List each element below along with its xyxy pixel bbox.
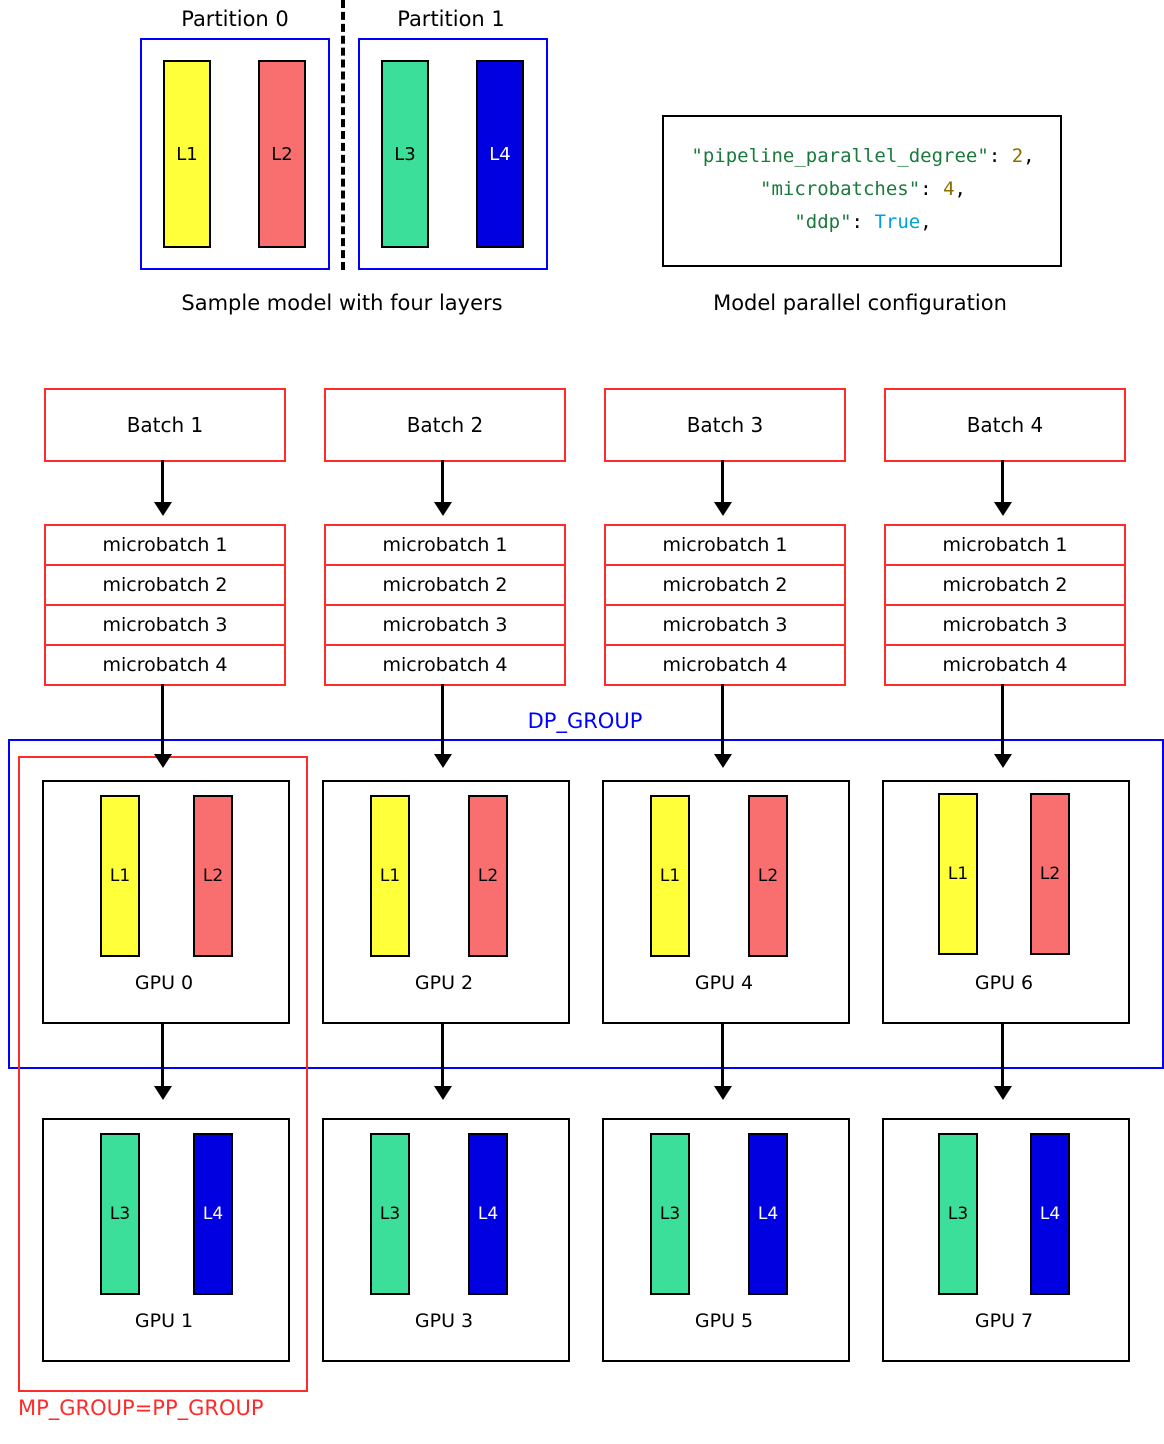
arrow-shaft	[161, 684, 164, 756]
microbatch-label: microbatch 3	[102, 614, 228, 636]
layer-label: L2	[757, 866, 779, 886]
arrow-head	[714, 502, 732, 516]
gpu-1-layer-L3	[100, 1133, 140, 1295]
gpu-1-label: GPU 1	[134, 1310, 194, 1332]
layer-label: L3	[947, 1204, 969, 1224]
partition-0-label: Partition 0	[181, 7, 289, 31]
microbatch-box	[604, 564, 846, 606]
batch-box	[604, 388, 846, 462]
microbatch-box	[44, 604, 286, 646]
microbatch-label: microbatch 4	[382, 654, 508, 676]
microbatch-label: microbatch 1	[382, 534, 508, 556]
layer-label: L3	[659, 1204, 681, 1224]
batch-box	[324, 388, 566, 462]
arrow-shaft	[441, 460, 444, 504]
microbatch-box	[324, 564, 566, 606]
gpu-4-layer-L1	[650, 795, 690, 957]
layer-label: L4	[489, 143, 511, 165]
gpu-5-label: GPU 5	[694, 1310, 754, 1332]
microbatch-box	[604, 644, 846, 686]
layer-label: L1	[947, 864, 969, 884]
microbatch-box	[884, 644, 1126, 686]
layer-label: L4	[757, 1204, 779, 1224]
gpu-6-layer-L2	[1030, 793, 1070, 955]
batch-label: Batch 2	[406, 413, 484, 437]
microbatch-box	[604, 604, 846, 646]
arrow-shaft	[721, 1022, 724, 1088]
gpu-3-layer-L4	[468, 1133, 508, 1295]
layer-label: L2	[271, 143, 293, 165]
partition-divider	[341, 0, 345, 270]
microbatch-box	[604, 524, 846, 566]
batch-box	[884, 388, 1126, 462]
arrow-shaft	[721, 460, 724, 504]
partition-1-label: Partition 1	[397, 7, 505, 31]
gpu-0-label: GPU 0	[134, 972, 194, 994]
gpu-0-layer-L1	[100, 795, 140, 957]
gpu-2-label: GPU 2	[414, 972, 474, 994]
arrow-head	[154, 754, 172, 768]
config-caption: Model parallel configuration	[713, 291, 1007, 315]
gpu-6-layer-L1	[938, 793, 978, 955]
microbatch-label: microbatch 1	[662, 534, 788, 556]
microbatch-label: microbatch 2	[662, 574, 788, 596]
microbatch-label: microbatch 4	[662, 654, 788, 676]
arrow-head	[994, 502, 1012, 516]
partition-0-layer-L2	[258, 60, 306, 248]
arrow-shaft	[1001, 460, 1004, 504]
layer-label: L4	[1039, 1204, 1061, 1224]
layer-label: L2	[477, 866, 499, 886]
arrow-head	[154, 1086, 172, 1100]
layer-label: L3	[379, 1204, 401, 1224]
model-caption: Sample model with four layers	[181, 291, 503, 315]
microbatch-label: microbatch 2	[942, 574, 1068, 596]
microbatch-label: microbatch 2	[382, 574, 508, 596]
layer-label: L1	[109, 866, 131, 886]
gpu-6-label: GPU 6	[974, 972, 1034, 994]
arrow-shaft	[161, 460, 164, 504]
config-value: True	[874, 211, 921, 233]
config-value: 4	[943, 178, 955, 200]
arrow-shaft	[441, 1022, 444, 1088]
gpu-1-layer-L4	[193, 1133, 233, 1295]
batch-label: Batch 4	[966, 413, 1044, 437]
config-key: "microbatches"	[760, 178, 921, 200]
gpu-7-label: GPU 7	[974, 1310, 1034, 1332]
arrow-head	[434, 754, 452, 768]
partition-1-layer-L4	[476, 60, 524, 248]
layer-label: L3	[109, 1204, 131, 1224]
gpu-4-layer-L2	[748, 795, 788, 957]
config-key: "pipeline_parallel_degree"	[691, 145, 989, 167]
microbatch-label: microbatch 1	[102, 534, 228, 556]
mp-group-label: MP_GROUP=PP_GROUP	[18, 1396, 264, 1420]
microbatch-box	[44, 644, 286, 686]
gpu-2-layer-L1	[370, 795, 410, 957]
microbatch-label: microbatch 3	[942, 614, 1068, 636]
microbatch-box	[884, 564, 1126, 606]
microbatch-box	[324, 644, 566, 686]
microbatch-label: microbatch 4	[942, 654, 1068, 676]
layer-label: L2	[202, 866, 224, 886]
microbatch-box	[44, 524, 286, 566]
arrow-head	[714, 754, 732, 768]
gpu-5-layer-L4	[748, 1133, 788, 1295]
microbatch-label: microbatch 2	[102, 574, 228, 596]
batch-label: Batch 1	[126, 413, 204, 437]
microbatch-box	[324, 524, 566, 566]
microbatch-label: microbatch 1	[942, 534, 1068, 556]
arrow-head	[994, 754, 1012, 768]
dp-group-label: DP_GROUP	[527, 709, 643, 733]
layer-label: L1	[659, 866, 681, 886]
arrow-head	[994, 1086, 1012, 1100]
layer-label: L1	[176, 143, 198, 165]
microbatch-box	[324, 604, 566, 646]
partition-0-layer-L1	[163, 60, 211, 248]
layer-label: L3	[394, 143, 416, 165]
partition-1-layer-L3	[381, 60, 429, 248]
microbatch-label: microbatch 3	[382, 614, 508, 636]
config-value: 2	[1011, 145, 1024, 167]
config-line-1: "pipeline_parallel_degree": 2,	[691, 145, 1035, 167]
layer-label: L4	[202, 1204, 224, 1224]
microbatch-box	[44, 564, 286, 606]
layer-label: L2	[1039, 864, 1061, 884]
gpu-4-label: GPU 4	[694, 972, 754, 994]
gpu-3-label: GPU 3	[414, 1310, 474, 1332]
batch-label: Batch 3	[686, 413, 764, 437]
arrow-head	[434, 1086, 452, 1100]
microbatch-box	[884, 604, 1126, 646]
gpu-7-layer-L4	[1030, 1133, 1070, 1295]
microbatch-label: microbatch 3	[662, 614, 788, 636]
gpu-2-layer-L2	[468, 795, 508, 957]
arrow-head	[154, 502, 172, 516]
arrow-shaft	[161, 1022, 164, 1088]
batch-box	[44, 388, 286, 462]
microbatch-label: microbatch 4	[102, 654, 228, 676]
config-line-3: "ddp": True,	[794, 211, 932, 233]
gpu-3-layer-L3	[370, 1133, 410, 1295]
config-line-2: "microbatches": 4,	[760, 178, 966, 200]
layer-label: L1	[379, 866, 401, 886]
layer-label: L4	[477, 1204, 499, 1224]
gpu-0-layer-L2	[193, 795, 233, 957]
gpu-7-layer-L3	[938, 1133, 978, 1295]
arrow-shaft	[721, 684, 724, 756]
microbatch-box	[884, 524, 1126, 566]
gpu-5-layer-L3	[650, 1133, 690, 1295]
arrow-shaft	[1001, 684, 1004, 756]
arrow-head	[714, 1086, 732, 1100]
config-key: "ddp"	[794, 211, 852, 233]
arrow-shaft	[1001, 1022, 1004, 1088]
arrow-shaft	[441, 684, 444, 756]
arrow-head	[434, 502, 452, 516]
